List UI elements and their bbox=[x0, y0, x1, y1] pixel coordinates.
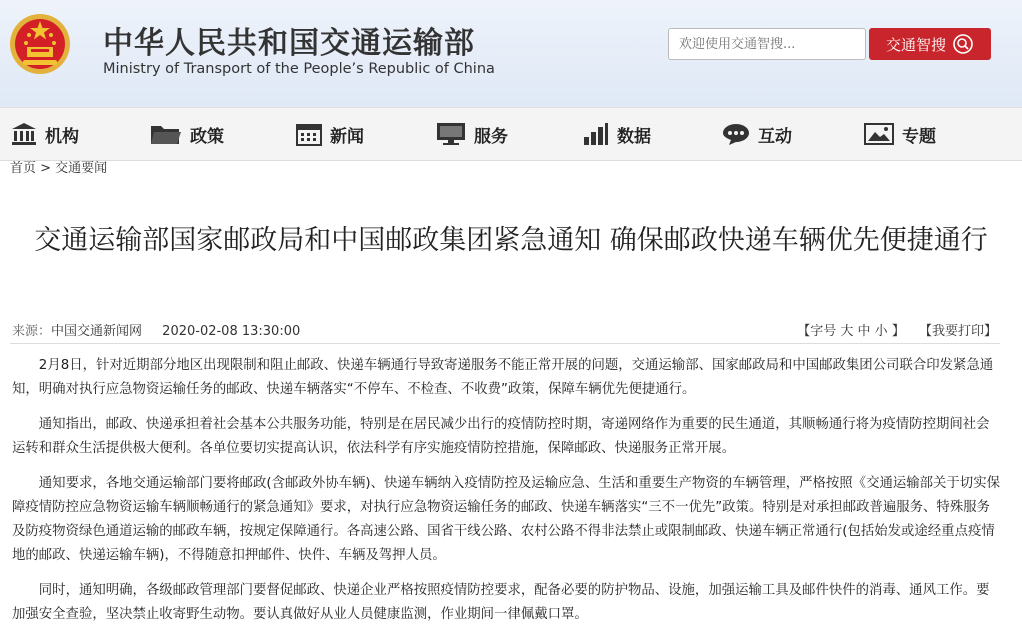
search-icon bbox=[952, 33, 974, 55]
divider bbox=[10, 343, 1000, 344]
nav-label: 政策 bbox=[190, 126, 224, 147]
font-size-large-link[interactable]: 大 bbox=[840, 324, 854, 339]
bar-chart-icon bbox=[583, 122, 609, 146]
publish-date: 2020-02-08 13:30:00 bbox=[162, 324, 301, 339]
calendar-icon bbox=[296, 122, 322, 146]
nav-label: 机构 bbox=[45, 126, 79, 147]
nav-item-institution[interactable] bbox=[11, 108, 79, 160]
search-button-label: 交通智搜 bbox=[885, 35, 946, 54]
chat-icon bbox=[722, 122, 750, 146]
site-title-cn[interactable]: 中华人民共和国交通运输部 bbox=[103, 26, 475, 61]
image-icon bbox=[864, 123, 894, 145]
source-label: 来源： bbox=[12, 324, 52, 339]
nav-item-interaction[interactable] bbox=[722, 108, 792, 160]
nav-item-topics[interactable] bbox=[864, 108, 936, 160]
folder-icon bbox=[150, 122, 182, 146]
article-tools bbox=[797, 320, 997, 339]
search-input[interactable] bbox=[668, 28, 866, 60]
font-size-label: 【字号 bbox=[797, 324, 837, 339]
main-nav bbox=[0, 107, 1022, 161]
site-header bbox=[0, 0, 1022, 107]
article-body bbox=[12, 354, 1000, 638]
source-name: 中国交通新闻网 bbox=[51, 324, 143, 339]
article-meta bbox=[12, 320, 997, 339]
article-paragraph: 通知要求，各地交通运输部门要将邮政(含邮政外协车辆)、快递车辆纳入疫情防控及运输应急、生活和重要生产物资的车辆管理，严格按照《交通运输部关于切实保障疫情防控应急物资运输车辆顺畅通行的紧急通知》要求，对执行应急物资运输任务的邮政、快递车辆落实“三不一优先”政策。特别是对承担邮政普遍服务、特殊服务及防疫物资绿色通道运输的邮政车辆，按规定保障通行。各高速公路、国省干线公路、农村公路不得非法禁止或限制邮政、快递车辆正常通行(包括始发或途经重点疫情地的邮政、快递运输车辆)，不得随意扣押邮件、快件、车辆及驾押人员。 bbox=[12, 476, 1000, 563]
article-paragraph: 通知指出，邮政、快递承担着社会基本公共服务功能，特别是在居民减少出行的疫情防控时期，寄递网络作为重要的民生通道，其顺畅通行将为疫情防控期间社会运转和群众生活提供极大便利。各单位要切实提高认识，依法科学有序实施疫情防控措施，保障邮政、快递服务正常开展。 bbox=[12, 417, 990, 456]
nav-label: 互动 bbox=[758, 126, 792, 147]
font-size-medium-link[interactable]: 中 bbox=[857, 324, 871, 339]
article-paragraph: 同时，通知明确，各级邮政管理部门要督促邮政、快递企业严格按照疫情防控要求，配备必要的防护物品、设施，加强运输工具及邮件快件的消毒、通风工作。要加强安全查验，坚决禁止收寄野生动物。要认真做好从业人员健康监测，作业期间一律佩戴口罩。 bbox=[12, 583, 990, 622]
nav-item-data[interactable] bbox=[583, 108, 651, 160]
site-title-en: Ministry of Transport of the People’s Republic of China bbox=[103, 61, 495, 77]
nav-label: 新闻 bbox=[330, 126, 364, 147]
institution-icon bbox=[11, 122, 37, 146]
nav-label: 专题 bbox=[902, 126, 936, 147]
nav-item-news[interactable] bbox=[296, 108, 364, 160]
search-button[interactable] bbox=[869, 28, 991, 60]
monitor-icon bbox=[436, 122, 466, 146]
article-paragraph: 2月8日，针对近期部分地区出现限制和阻止邮政、快递车辆通行导致寄递服务不能正常开展的问题，交通运输部、国家邮政局和中国邮政集团公司联合印发紧急通知，明确对执行应急物资运输任务的邮政、快递车辆落实“不停车、不检查、不收费”政策，保障车辆优先便捷通行。 bbox=[12, 358, 994, 397]
article-title: 交通运输部国家邮政局和中国邮政集团紧急通知 确保邮政快递车辆优先便捷通行 bbox=[34, 225, 988, 256]
nav-label: 服务 bbox=[474, 126, 508, 147]
font-size-small-link[interactable]: 小 bbox=[874, 324, 888, 339]
nav-item-service[interactable] bbox=[436, 108, 508, 160]
print-link[interactable]: 【我要打印】 bbox=[918, 324, 997, 339]
nav-item-policy[interactable] bbox=[150, 108, 224, 160]
national-emblem-icon[interactable] bbox=[9, 13, 71, 75]
font-size-close: 】 bbox=[891, 324, 905, 339]
nav-label: 数据 bbox=[617, 126, 651, 147]
breadcrumb[interactable]: 首页 > 交通要闻 bbox=[10, 161, 108, 176]
